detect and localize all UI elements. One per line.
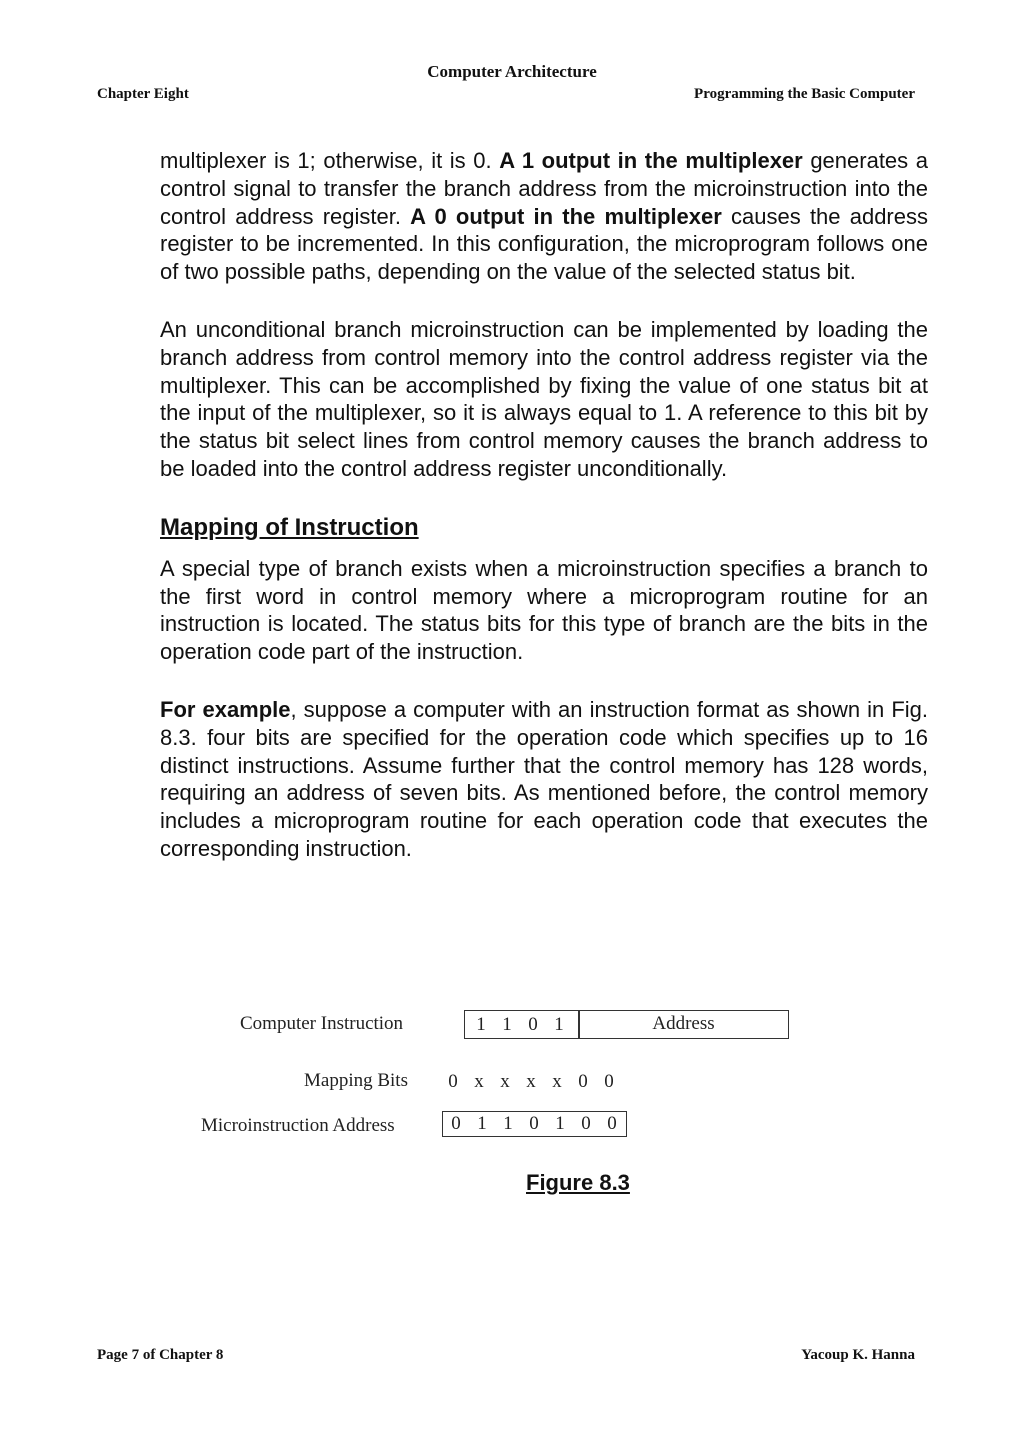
- p1-text-1: multiplexer is 1; otherwise, it is 0.: [160, 148, 500, 173]
- author-name: Yacoup K. Hanna: [801, 1347, 915, 1363]
- figure-caption: Figure 8.3: [526, 1170, 630, 1195]
- example-text: , suppose a computer with an instruction format as shown in Fig. 8.3. four bits are specified for the operation code which specifies up to 16 distinct instructions. Assume further that the control memory has 128 words, requiring an address of seven bits. As mentioned before, the control memory includes a microprogram routine for each operation code that executes the corresponding instruction.: [160, 696, 928, 861]
- opcode-bit: 0: [528, 1014, 538, 1035]
- opcode-bit: 1: [554, 1014, 564, 1035]
- address-field-box: [578, 1010, 789, 1039]
- paragraph-example: [160, 696, 928, 863]
- address-field-label: Address: [652, 1013, 715, 1034]
- chapter-label: Chapter Eight: [97, 86, 189, 102]
- mapping-bit: x: [552, 1071, 562, 1092]
- micro-address-bit: 0: [451, 1113, 461, 1134]
- mapping-bit: 0: [604, 1071, 614, 1092]
- mapping-bit: 0: [578, 1071, 588, 1092]
- main-content: [160, 147, 928, 863]
- section-label: Programming the Basic Computer: [694, 86, 915, 102]
- section-heading: Mapping of Instruction: [160, 513, 419, 541]
- micro-address-bits: [443, 1113, 625, 1135]
- micro-address-bit: 0: [529, 1113, 539, 1134]
- micro-address-bit: 1: [503, 1113, 513, 1134]
- micro-address-bit: 1: [555, 1113, 565, 1134]
- micro-address-bit: 0: [607, 1113, 617, 1134]
- opcode-bits: [468, 1014, 572, 1036]
- micro-address-bit: 0: [581, 1113, 591, 1134]
- opcode-bit: 1: [476, 1014, 486, 1035]
- opcode-bit: 1: [502, 1014, 512, 1035]
- paragraph-unconditional-branch: An unconditional branch microinstruction can be implemented by loading the branch address from control memory into the control address register via the multiplexer. This can be accomplished by fixing the value of one status bit at the input of the multiplexer, so it is always equal to 1. A reference to this bit by the status bit select lines from control memory causes the branch address to be loaded into the control address register unconditionally.: [160, 316, 928, 481]
- paragraph-special-branch: A special type of branch exists when a microinstruction specifies a branch to the first word in control memory where a microprogram routine for an instruction is located. The status bits for this type of branch are the bits in the operation code part of the instruction.: [160, 555, 928, 665]
- p1-bold-1: A 1 output in the multiplexer: [499, 148, 803, 173]
- page-number: Page 7 of Chapter 8: [97, 1347, 224, 1363]
- p1-text-2: generates a control signal to transfer the branch address from the microinstruction into the control address register.: [160, 148, 928, 229]
- micro-address-box: [442, 1111, 627, 1137]
- mapping-bit: x: [500, 1071, 510, 1092]
- document-title: Computer Architecture: [427, 62, 597, 81]
- mapping-bit: 0: [448, 1071, 458, 1092]
- paragraph-multiplexer: [160, 147, 928, 286]
- mapping-bit: x: [474, 1071, 484, 1092]
- example-lead: For example: [160, 696, 291, 722]
- mapping-bits: [440, 1071, 622, 1093]
- label-microinstruction-address: Microinstruction Address: [201, 1115, 395, 1136]
- label-mapping-bits: Mapping Bits: [304, 1070, 408, 1091]
- label-computer-instruction: Computer Instruction: [240, 1013, 404, 1034]
- opcode-box: [464, 1010, 580, 1039]
- p1-text-3: causes the address register to be incremented. In this configuration, the microprogram follows one of two possible paths, depending on the value of the selected status bit.: [160, 203, 928, 285]
- micro-address-bit: 1: [477, 1113, 487, 1134]
- mapping-bit: x: [526, 1071, 536, 1092]
- p1-bold-2: A 0 output in the multiplexer: [410, 203, 722, 229]
